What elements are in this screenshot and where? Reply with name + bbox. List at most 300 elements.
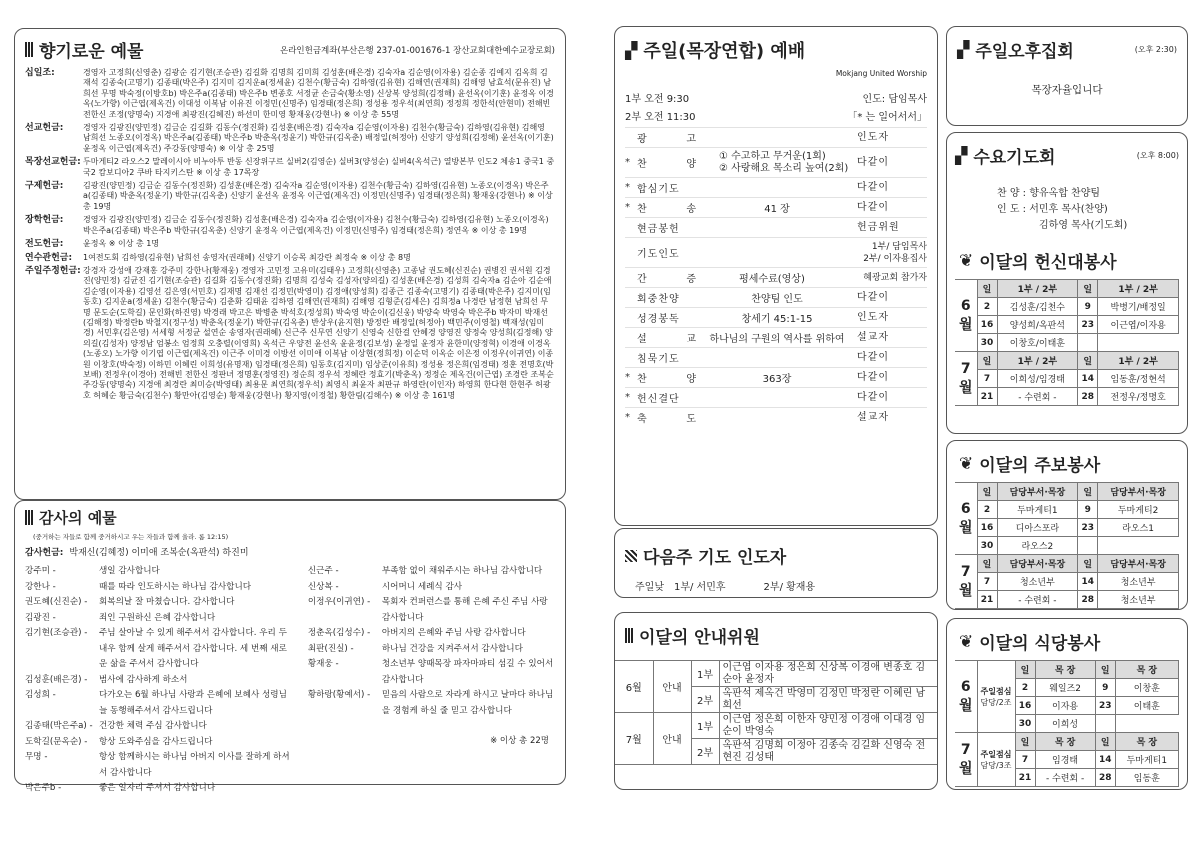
thanks-name: 김성훈(배은경) - — [25, 674, 88, 685]
offering-kind: 구제헌금: — [25, 181, 64, 192]
thanks-header: 감사헌금: 박재신(김혜정) 이미애 조복순(옥판석) 하진미 — [25, 548, 249, 558]
detail-line: 찬양팀 인도 — [751, 294, 803, 305]
worship-item-leader — [857, 157, 927, 169]
thanks-text: 때를 따라 인도하시는 하나님 감사합니다 — [99, 581, 252, 592]
first-service: 1부 오전 9:30 인도: 담임목사 — [625, 94, 927, 105]
bulletin-table — [955, 482, 1179, 609]
thanks-name: 황하랑(황예서) - — [307, 690, 371, 700]
guides-table — [615, 660, 937, 765]
thanks-text: 항상 함께하시는 하나님 아버지 이사를 잘하게 하셔서 감사합니다 — [99, 752, 290, 778]
schedule-col-head: 일 — [977, 555, 997, 573]
schedule-assignee: 이태훈 — [1115, 697, 1178, 715]
guide-month: 6월 — [615, 661, 653, 713]
bulletin-panel — [946, 440, 1188, 610]
schedule-col-head: 1부 / 2부 — [1098, 352, 1179, 370]
worship-item-leader — [857, 182, 927, 194]
thanks-item — [25, 595, 294, 611]
schedule-day: 7 — [1015, 751, 1035, 769]
thanks-name: 김광진 - — [25, 612, 56, 623]
schedule-day: 14 — [1078, 370, 1098, 388]
schedule-row — [955, 501, 1179, 519]
schedule-assignee: 라오스2 — [997, 537, 1078, 555]
schedule-day: 7 — [977, 370, 997, 388]
schedule-assignee: - 수련회 - — [997, 591, 1078, 609]
schedule-col-head: 담당부서·목장 — [1098, 483, 1179, 501]
schedule-row — [955, 573, 1179, 591]
worship-item-name: 찬 양 — [637, 159, 697, 170]
offering-names: 경영자 김광진(양민정) 김금순 김동수(정진화) 김성훈(배은경) 김숙자a 김순영(이자용) 김천수(황금숙) 김하영(김유현) 노종오(이경옥) 박은주a(김종태) 박은주b 박한규(김옥춘) 신양기 윤정옥 이근엽(제옥건) 이정민(신명주) 임경태(정은희) 정연옥 ※ 이상 총 19명 — [83, 215, 549, 235]
worship-item-name: 헌신결단 — [637, 394, 680, 405]
leader-line: 다같이 — [857, 201, 889, 213]
worship-item-leader — [857, 352, 927, 364]
worship-item-leader — [857, 392, 927, 404]
worship-item — [625, 197, 927, 217]
worship-item-name: 기도인도 — [637, 249, 680, 260]
thanks-item — [25, 781, 294, 797]
schedule-duty-label — [977, 661, 1015, 733]
heart-icon: ❦ — [959, 250, 974, 271]
schedule-assignee: 라오스1 — [1098, 519, 1179, 537]
required-stand-mark: * — [625, 202, 630, 213]
schedule-header — [955, 733, 1179, 751]
next-prayer-title: 다음주 기도 인도자 — [625, 543, 927, 568]
worship-item — [625, 267, 927, 287]
worship-item-detail — [697, 200, 857, 215]
detail-line: 창세기 45:1-15 — [741, 314, 813, 325]
schedule-header — [955, 483, 1179, 501]
kitchen-title: ❦ 이달의 식당봉사 — [959, 631, 1101, 654]
offering-names: 1여전도회 김하영(김유현) 남희선 송영자(권래혜) 신양기 이승목 최강란 최정숙 ※ 이상 총 8명 — [83, 252, 411, 262]
worship-item-leader — [857, 132, 927, 144]
worship-item-leader — [857, 332, 927, 344]
afternoon-panel — [946, 26, 1188, 126]
thanks-name: 권도혜(신진순) - — [25, 597, 88, 607]
required-stand-mark: * — [625, 372, 630, 383]
schedule-assignee: 박병기/배정일 — [1098, 298, 1179, 316]
schedule-col-head: 일 — [977, 483, 997, 501]
schedule-assignee: 두마게티1 — [1115, 751, 1178, 769]
schedule-col-head: 일 — [977, 280, 997, 298]
thanks-item — [308, 642, 555, 658]
schedule-assignee: 김성훈/김천수 — [997, 298, 1078, 316]
offering-kind: 십일조: — [25, 68, 55, 78]
worship-item-name: 합심기도 — [637, 184, 680, 195]
schedule-assignee: 양성희/옥판석 — [997, 316, 1078, 334]
schedule-day — [1095, 715, 1115, 733]
offering-kind: 선교헌금: — [25, 123, 64, 134]
duty-line-1: 주일점심 — [980, 686, 1012, 696]
schedule-col-head: 목 장 — [1035, 661, 1095, 679]
thanks-item — [308, 688, 555, 719]
afternoon-time: (오후 2:30) — [1134, 45, 1177, 54]
schedule-day: 16 — [1015, 697, 1035, 715]
kitchen-panel — [946, 618, 1188, 790]
afternoon-title: ▞ 주일오후집회 — [957, 40, 1074, 62]
thanks-name: 강한나 - — [25, 581, 56, 592]
leader-line: 다같이 — [857, 391, 889, 403]
thanks-text: 범사에 감사하게 하소서 — [99, 674, 188, 685]
schedule-row — [955, 298, 1179, 316]
schedule-day: 21 — [1015, 769, 1035, 787]
offering-row — [25, 181, 555, 212]
schedule-month: 7월 — [955, 733, 977, 787]
thanks-item — [25, 564, 294, 580]
thanks-name: 박은주b - — [25, 783, 62, 793]
guide-part: 2부 — [691, 687, 719, 713]
bar-icon — [625, 628, 633, 643]
worship-item-leader — [857, 312, 927, 324]
schedule-duty-label — [977, 733, 1015, 787]
offering-row — [25, 157, 555, 178]
detail-line: 41 장 — [764, 204, 790, 215]
guide-names: 이근엽 이자용 정은희 신상복 이경애 변종호 김순아 윤정자 — [719, 661, 937, 687]
schedule-day: 2 — [1015, 679, 1035, 697]
offering-row — [25, 239, 555, 249]
leader-line: 설교자 — [857, 331, 889, 343]
worship-item-name: 찬 송 — [637, 204, 697, 215]
thanks-item — [25, 673, 294, 689]
next-prayer-row: 주일낮 1부/ 서민후 2부/ 황재용 — [635, 582, 816, 593]
thanks-text: 회복의날 잘 마쳤습니다. 감사합니다 — [99, 597, 235, 607]
offering-kind: 주일주정헌금: — [25, 265, 81, 276]
detail-line: ② 사랑해요 목소리 높여(2회) — [719, 162, 849, 174]
thanks-item — [25, 611, 294, 627]
schedule-assignee: 이희성 — [1035, 715, 1095, 733]
leader-line: 다같이 — [857, 181, 889, 193]
schedule-day: 28 — [1078, 591, 1098, 609]
wednesday-title: ▞ 수요기도회 — [955, 146, 1056, 168]
thanks-name: 황재웅 - — [307, 659, 339, 669]
thanks-text: 주님 살아날 수 있게 해주셔서 감사합니다. 우리 두 내우 함께 살게 해주셔서 감사합니다. 세 번째 새로운 삶을 주셔서 감사합니다 — [99, 628, 287, 669]
wednesday-info: 찬 양 : 향유옥합 찬양팀 인 도 : 서민후 목사(찬양) 김하영 목사(기도회) — [997, 188, 1128, 231]
thanks-text: 목회자 컨퍼런스를 통해 은혜 주신 주님 사랑 감사합니다 — [381, 597, 548, 623]
schedule-assignee: 전정우/정명호 — [1098, 388, 1179, 406]
thanks-item — [308, 580, 555, 596]
offering-list — [25, 68, 555, 401]
worship-item-name: 침묵기도 — [637, 354, 680, 365]
worship-item — [625, 287, 927, 307]
schedule-table — [955, 482, 1179, 609]
offering-row — [25, 123, 555, 154]
offering-names: 경영자 고정희(신영춘) 김광순 김기현(조승관) 김길화 김명희 김미희 김성훈(배은경) 김숙자a 김순영(이자용) 김순종 김예지 김옥희 김재석 김종숙(고명기) 김종태(박은주) 김지미 김지운a(정세윤) 김천수(황금숙) 김하영(김유현) 김해연(권재희) 김해영 남효석(문유진) 남희선 무명 박숙정(이방호b) 박은주a(김종태) 박은주b 변종호 서정균 손금숙(황소영) 신상복 양성희(김정해) 윤선옥(이기훈) 윤정옥 이경옥(노가향) 이근엽(제옥건) 이대성 이복남 이유진 이정민(신명주) 임경태(정은희) 정성용 정우석(최연희) 정정희 정한석(안현미) 전해빈 전한신 조정(양명숙) 지경애 최광진(김혜진) 하선미 한미영 황재웅(강현나) ※ 이상 총 55명 — [83, 68, 554, 119]
thanks-name: 도학길(문옥순) - — [25, 736, 88, 747]
worship-item-leader — [857, 292, 927, 304]
schedule-month: 7월 — [955, 555, 977, 609]
afternoon-body: 목장자율입니다 — [1031, 84, 1103, 96]
worship-item-detail — [697, 330, 857, 345]
thanks-item — [308, 657, 555, 688]
schedule-month: 6월 — [955, 483, 977, 555]
guide-row — [615, 713, 937, 739]
worship-item-leader — [847, 272, 927, 284]
worship-item — [625, 367, 927, 387]
schedule-assignee: 임경태 — [1035, 751, 1095, 769]
worship-item-name: 간 증 — [637, 274, 697, 285]
thanks-text: 항상 도와주심을 감사드립니다 — [99, 736, 213, 747]
thanks-item — [25, 735, 294, 751]
schedule-day: 30 — [977, 334, 997, 352]
schedule-day: 14 — [1078, 573, 1098, 591]
schedule-month: 7월 — [955, 352, 977, 406]
schedule-day: 23 — [1078, 316, 1098, 334]
schedule-row — [955, 334, 1179, 352]
schedule-day: 9 — [1095, 679, 1115, 697]
worship-item — [625, 327, 927, 347]
leader-line: 2부/ 이자용집사 — [863, 253, 927, 264]
schedule-assignee: 이근엽/이자용 — [1098, 316, 1179, 334]
order-of-worship — [625, 127, 927, 427]
thanks-text: 청소년부 양때목장 파자마파티 섬길 수 있어서 감사합니다 — [381, 659, 554, 685]
schedule-assignee: - 수련회 - — [1035, 769, 1095, 787]
schedule-col-head: 담당부서·목장 — [997, 483, 1078, 501]
worship-item-name: 설 교 — [637, 334, 697, 345]
schedule-header — [955, 555, 1179, 573]
schedule-day: 2 — [977, 298, 997, 316]
schedule-row — [955, 591, 1179, 609]
schedule-col-head: 일 — [1015, 661, 1035, 679]
account-info: 온라인헌금계좌(부산은행 237-01-001676-1 장산교회대한예수교장로회) — [280, 45, 555, 56]
hatch-icon — [625, 550, 637, 562]
schedule-header — [955, 280, 1179, 298]
puzzle-icon: ▞ — [625, 40, 638, 60]
offering-kind: 연수관헌금: — [25, 252, 73, 263]
thanks-item — [308, 626, 555, 642]
worship-item-leader — [857, 202, 927, 214]
schedule-col-head: 목 장 — [1115, 661, 1178, 679]
thanks-name: 무명 - — [25, 752, 48, 762]
offering-row — [25, 266, 555, 401]
thanks-item — [308, 564, 555, 580]
guide-part: 1부 — [691, 713, 719, 739]
worship-title: ▞ 주일(목장연합) 예배 — [625, 40, 806, 62]
schedule-day: 16 — [977, 519, 997, 537]
schedule-day: 9 — [1078, 298, 1098, 316]
duty-line-2: 담당/2조 — [980, 697, 1012, 707]
schedule-month: 6월 — [955, 661, 977, 733]
schedule-col-head: 1부 / 2부 — [997, 280, 1078, 298]
detail-line: ① 수고하고 무거운(1회) — [719, 150, 826, 162]
offerings-panel — [14, 28, 566, 500]
worship-item — [625, 387, 927, 407]
schedule-assignee: 청소년부 — [997, 573, 1078, 591]
schedule-day: 16 — [977, 316, 997, 334]
thanks-item — [25, 688, 294, 719]
worship-item — [625, 217, 927, 237]
schedule-col-head: 일 — [1078, 280, 1098, 298]
schedule-assignee — [1098, 537, 1179, 555]
guides-panel — [614, 612, 938, 790]
offering-names: 김광진(양민정) 김금순 김동수(정진화) 김성훈(배은경) 김숙자a 김순영(이자용) 김천수(황금숙) 김하영(김유현) 노종오(이경옥) 박은주a(김종태) 박춘옥(정윤기) 박한규(김옥춘) 신양기 윤선옥 윤정옥 이근엽(제옥건) 이정민(신명주) 임경태(정은희) 황재웅(강현나) ※ 이상 총 19명 — [83, 181, 553, 211]
thanks-name: 신상복 - — [307, 581, 339, 592]
worship-item-leader — [847, 241, 927, 265]
schedule-day: 9 — [1078, 501, 1098, 519]
schedule-day — [1078, 537, 1098, 555]
heart-icon: ❦ — [959, 631, 974, 652]
worship-item-detail — [697, 370, 857, 385]
worship-item — [625, 307, 927, 327]
schedule-day: 2 — [977, 501, 997, 519]
detail-line: 하나님의 구원의 역사를 위하여 — [709, 334, 845, 345]
bulletin-title: ❦ 이달의 주보봉사 — [959, 453, 1101, 476]
schedule-row — [955, 537, 1179, 555]
worship-item — [625, 147, 927, 177]
schedule-day: 23 — [1078, 519, 1098, 537]
guide-names: 옥판석 김명희 이정아 김종숙 김길화 신영숙 전현진 김성태 — [719, 739, 937, 765]
thanks-name: 이정우(이귀연) - — [307, 597, 371, 607]
guide-names: 이근엽 정은희 이한자 양민정 이경애 이대경 임순이 박영숙 — [719, 713, 937, 739]
offering-row — [25, 215, 555, 236]
duty-line-2: 담당/3조 — [980, 760, 1012, 770]
schedule-header — [955, 661, 1179, 679]
schedule-row — [955, 316, 1179, 334]
schedule-assignee: 임동훈/정현석 — [1098, 370, 1179, 388]
guide-part: 1부 — [691, 661, 719, 687]
kitchen-table — [955, 660, 1179, 787]
second-service: 2부 오전 11:30 「* 는 일어서서」 — [625, 112, 927, 123]
heart-icon: ❦ — [959, 453, 974, 474]
worship-item-detail — [697, 151, 857, 175]
thanks-text: 아버지의 은혜와 주님 사랑 감사합니다 — [381, 628, 526, 638]
thanks-text: 하나님 건강을 지켜주셔서 감사합니다 — [381, 643, 523, 654]
schedule-assignee — [1115, 715, 1178, 733]
thanks-title: 감사의 예물 — [25, 507, 555, 528]
leader-line: 설교자 — [857, 411, 889, 423]
schedule-assignee: 웨일즈2 — [1035, 679, 1095, 697]
schedule-assignee — [1098, 334, 1179, 352]
detail-line: 363장 — [762, 374, 792, 385]
thanks-item — [25, 580, 294, 596]
schedule-assignee: 이창훈 — [1115, 679, 1178, 697]
thanks-list-right — [308, 564, 555, 797]
thanks-name: 김성희 - — [25, 690, 56, 700]
guide-row — [615, 661, 937, 687]
offering-row — [25, 253, 555, 263]
thanks-item — [25, 719, 294, 735]
schedule-assignee: 이창호/이태훈 — [997, 334, 1078, 352]
leader-line: 인도자 — [857, 311, 889, 323]
required-stand-mark: * — [625, 157, 630, 168]
thanks-text: 믿음의 사람으로 자라게 하시고 날마다 하나님을 경험케 하실 줄 믿고 감사합니다 — [381, 690, 554, 716]
guides-title: 이달의 안내위원 — [615, 623, 937, 648]
thanks-total: ※ 이상 총 22명 — [490, 736, 549, 746]
schedule-col-head: 일 — [1015, 733, 1035, 751]
schedule-assignee: 두마게티1 — [997, 501, 1078, 519]
thanks-name: 강주미 - — [25, 566, 56, 576]
bar-icon — [25, 42, 33, 57]
schedule-assignee: 이자용 — [1035, 697, 1095, 715]
offerings-title: 향기로운 예물 — [25, 37, 143, 62]
schedule-col-head: 일 — [1095, 733, 1115, 751]
offering-names: 강경자 강성애 강재홍 강주미 강한나(황재웅) 경영자 고민정 고유미(김태우) 고정희(신영춘) 고종남 권도혜(신진순) 권병진 권서원 김경진(양민정) 김균진 김기현(조승관) 김길화 김동수(정진화) 김명희 김성숙 김성자(양의길) 김성훈(배은경) 김성희 김숙자a 김순아 김순애 김순영(이자용) 김영선 김은영(서민호) 김재명 김재선 김정민(박영미) 김정애(양성희) 김종근 김종숙(고명기) 김종태(박은주) 김지미(임동호) 김지운a(정세윤) 김천수(황금숙) 김춘화 김태윤 김하영 김해연(권재희) 김해영 김형준(김세은) 김희정a 나경란 남정현 남희선 무명 문도순(도학길) 문인화(하진영) 박경래 박고은 박병춘 박석호(정성희) 박숙영 박순이(김신웅) 박양숙 박영숙 박은주b 박자미 박재선(김해정) 박정란b 박철지(정구성) 박춘옥(정윤기) 박한규(김옥춘) 반상우(윤지현) 방정란 배정일(허정아) 백민주(이영철) 백재성(임미경) 서민후(김은영) 서세형 서정균 설연순 송영자(권래혜) 신근주 신무연 신양기 신영숙 신한걸 안혜경 양영진 양정숙 양성희(김정해) 양의길(김성자) 양정남 엄봉소 엄정희 오충렬(이영희) 옥석근 우양전 윤선옥 윤윤정(김보성) 윤정일 윤정자 윤한미(양정혁) 이경애 이경옥(노종오) 노가향 이기엽 이근엽(제옥건) 이근주 이미경 이방선 이미애 이복남 이상현(정희정) 이순덕 이옥순 이은정 이정우(이귀연) 이종원 이창호(박숙정) 이하민 이혜린 이희성(유명재) 임경태(정은희) 임동호(김지미) 임상준(이유희) 정성용 정은희(임경태) 정훈 전명호(박보배) 전정우(이경아) 전해빈 전한신 정판녀 정명훈(정영진) 정순희 정우석 정혜란 정효기(박춘옥) 정정순 제옥건(이근엽) 조경란 조복순 주강동(양명숙) 지경애 최경란 최미승(박영태) 최용문 최연희(정우석) 최영식 최윤자 최판규 하영란(이인자) 하영희 한다현 한현주 허광호 허혜순 황금숙(김천수) 황만아(김영순) 황재웅(강현나) 황지영(이정철) 황한림(김해수) ※ 이상 총 161명 — [83, 265, 554, 400]
schedule-day: 14 — [1095, 751, 1115, 769]
guide-part: 2부 — [691, 739, 719, 765]
guide-names: 옥판석 제옥건 박영미 김정민 박정란 이혜린 남희선 — [719, 687, 937, 713]
schedule-col-head: 일 — [977, 352, 997, 370]
required-stand-mark: * — [625, 182, 630, 193]
next-prayer-panel — [614, 528, 938, 598]
guide-label: 안내 — [653, 661, 691, 713]
schedule-assignee: 임동훈 — [1115, 769, 1178, 787]
schedule-assignee: 청소년부 — [1098, 591, 1179, 609]
leader-line: 1부/ 담임목사 — [871, 241, 927, 252]
required-stand-mark: * — [625, 412, 630, 423]
required-stand-mark: * — [625, 392, 630, 403]
schedule-col-head: 1부 / 2부 — [1098, 280, 1179, 298]
worship-item-name: 성경봉독 — [637, 314, 680, 325]
worship-item — [625, 407, 927, 427]
schedule-row — [955, 519, 1179, 537]
duty-line-1: 주일점심 — [980, 749, 1012, 759]
schedule-col-head: 일 — [1078, 483, 1098, 501]
worship-panel — [614, 26, 938, 526]
offering-row — [25, 68, 555, 120]
worship-item-name: 축 도 — [637, 414, 697, 425]
schedule-table — [955, 660, 1179, 787]
thanks-text: 생일 감사합니다 — [99, 566, 160, 576]
puzzle-icon: ▞ — [955, 146, 968, 165]
worship-item — [625, 237, 927, 267]
thanks-item — [25, 626, 294, 673]
offering-kind: 전도헌금: — [25, 239, 64, 250]
worship-item-detail — [697, 290, 857, 305]
schedule-assignee: 청소년부 — [1098, 573, 1179, 591]
leader-line: 혜광교회 참가자 — [863, 272, 927, 283]
thanks-name: 김기현(조승관) - — [25, 628, 88, 638]
schedule-day: 23 — [1095, 697, 1115, 715]
worship-item-name: 광 고 — [637, 134, 697, 145]
detail-line: 평세수료(영상) — [739, 274, 805, 285]
schedule-assignee: 디아스포라 — [997, 519, 1078, 537]
thanks-text: 죄인 구원하신 은혜 감사합니다 — [99, 612, 216, 623]
guide-month: 7월 — [615, 713, 653, 765]
worship-item-leader — [857, 412, 927, 424]
thanks-item — [308, 595, 555, 626]
schedule-row — [955, 370, 1179, 388]
leader-line: 다같이 — [857, 291, 889, 303]
schedule-day: 30 — [977, 537, 997, 555]
service-table — [955, 279, 1179, 406]
schedule-assignee: 이희성/임경태 — [997, 370, 1078, 388]
thanks-verse: (중거하는 자들로 함께 중거하시고 우는 자들과 함께 울라. 롬 12:15) — [33, 533, 229, 541]
schedule-col-head: 일 — [1078, 555, 1098, 573]
schedule-col-head: 담당부서·목장 — [1098, 555, 1179, 573]
schedule-day: 28 — [1095, 769, 1115, 787]
guide-label: 안내 — [653, 713, 691, 765]
leader-line: 다같이 — [857, 351, 889, 363]
leader-line: 인도자 — [857, 131, 889, 143]
schedule-day: 21 — [977, 388, 997, 406]
thanks-list-left — [25, 564, 294, 797]
offering-kind: 목장선교헌금: — [25, 157, 81, 168]
schedule-col-head: 일 — [1078, 352, 1098, 370]
schedule-day: 7 — [977, 573, 997, 591]
leader-line: 다같이 — [857, 371, 889, 383]
schedule-table — [955, 279, 1179, 406]
worship-item-detail — [697, 310, 857, 325]
thanks-name: 정춘옥(김성수) - — [307, 628, 371, 638]
schedule-assignee: - 수련회 - — [997, 388, 1078, 406]
schedule-col-head: 목 장 — [1035, 733, 1095, 751]
worship-subtitle: Mokjang United Worship — [835, 69, 927, 78]
leader-line: 헌금위원 — [857, 221, 900, 233]
thanks-item — [25, 750, 294, 781]
leader-line: 다같이 — [857, 156, 889, 168]
schedule-month: 6월 — [955, 280, 977, 352]
thanks-text: 건강한 체력 주심 감사합니다 — [99, 721, 207, 731]
offering-names: 경영자 김광진(양민정) 김금순 김길화 김동수(정진화) 김성훈(배은경) 김숙자a 김순영(이자용) 김천수(황금숙) 김하영(김유현) 김해영 남희선 노종오(이경옥) 박은주a(김종태) 박은주b 박춘옥(정윤기) 박한규(김옥춘) 배정일(허정아) 신양기 양성희(김정해) 윤선옥(이기훈) 윤정옥 이근엽(제옥건) 주강동(양명숙) ※ 이상 총 25명 — [83, 123, 554, 153]
thanks-text: 부족함 없이 채워주시는 하나님 감사합니다 — [381, 566, 543, 576]
worship-item — [625, 347, 927, 367]
